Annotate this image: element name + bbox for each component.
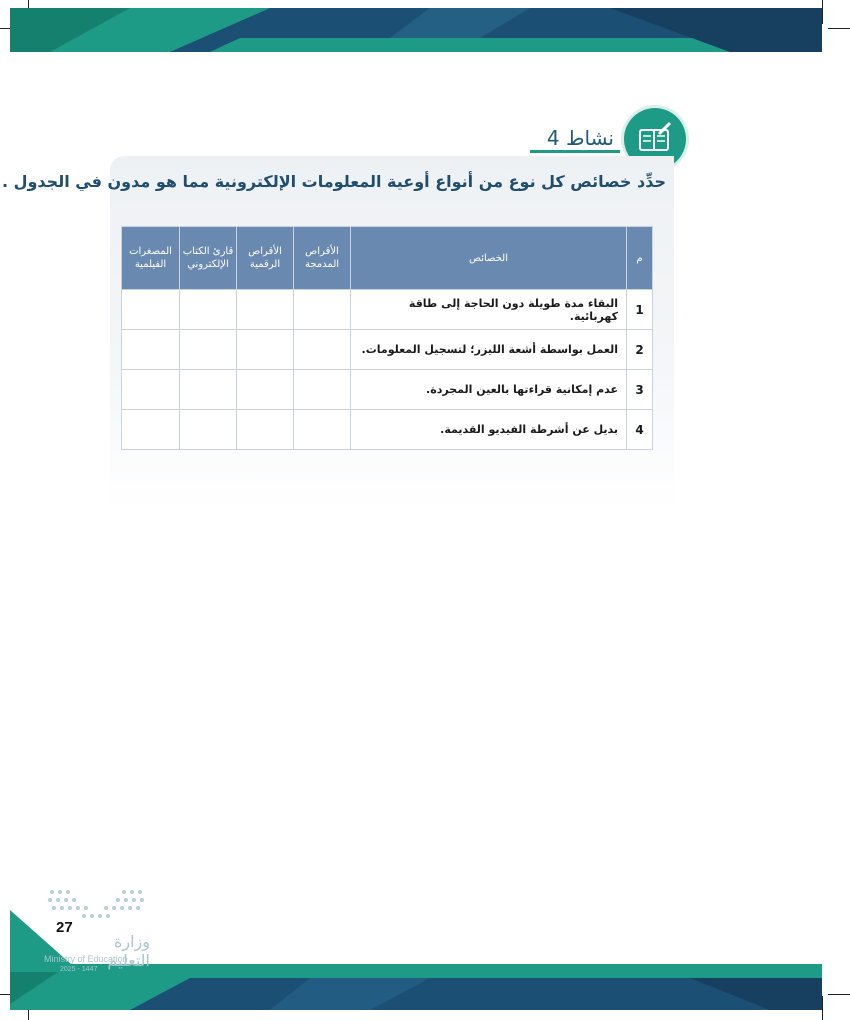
row-property: العمل بواسطة أشعة الليزر؛ لتسجيل المعلومات. (351, 330, 627, 370)
ministry-year: 2025 - 1447 (60, 966, 98, 973)
activity-underline (530, 150, 620, 153)
header-microfilm: المصغرات الفيلمية (122, 227, 180, 290)
answer-cell[interactable] (294, 330, 351, 370)
header-number: م (627, 227, 653, 290)
ministry-logo-icon (44, 888, 148, 922)
row-number: 3 (627, 370, 653, 410)
answer-cell[interactable] (122, 370, 180, 410)
crop-mark (822, 0, 823, 24)
activity-title: نشاط 4 (546, 126, 614, 150)
table-row (122, 370, 653, 410)
activity-instruction: حدِّد خصائص كل نوع من أنواع أوعية المعلومات الإلكترونية مما هو مدون في الجدول . (1, 172, 666, 191)
notebook-pencil-icon (637, 121, 673, 157)
row-property: بديل عن أشرطة الفيديو القديمة. (351, 410, 627, 450)
header-band (10, 8, 822, 52)
table-row (122, 290, 653, 330)
row-number: 4 (627, 410, 653, 450)
answer-cell[interactable] (180, 410, 237, 450)
row-number: 1 (627, 290, 653, 330)
ministry-name-arabic: وزارة التعليم (107, 932, 150, 970)
answer-cell[interactable] (122, 330, 180, 370)
row-property: البقاء مدة طويلة دون الحاجة إلى طاقة كهربائية. (351, 290, 627, 330)
properties-table (121, 226, 653, 450)
header-compact-discs: الأقراص المدمجة (294, 227, 351, 290)
header-properties: الخصائص (351, 227, 627, 290)
answer-cell[interactable] (180, 290, 237, 330)
header-ebook-reader: قارئ الكتاب الإلكتروني (180, 227, 237, 290)
answer-cell[interactable] (294, 410, 351, 450)
ministry-name-english: Ministry of Education (44, 954, 128, 964)
table-row (122, 410, 653, 450)
table-header-row (122, 227, 653, 290)
crop-mark (822, 996, 823, 1020)
crop-mark (828, 28, 850, 29)
answer-cell[interactable] (294, 290, 351, 330)
answer-cell[interactable] (237, 370, 294, 410)
page-number: 27 (56, 919, 73, 936)
answer-cell[interactable] (294, 370, 351, 410)
answer-cell[interactable] (237, 290, 294, 330)
row-number: 2 (627, 330, 653, 370)
crop-mark (828, 994, 850, 995)
answer-cell[interactable] (237, 330, 294, 370)
answer-cell[interactable] (180, 330, 237, 370)
footer-band (10, 964, 822, 1010)
table-row (122, 330, 653, 370)
answer-cell[interactable] (180, 370, 237, 410)
answer-cell[interactable] (122, 410, 180, 450)
row-property: عدم إمكانية قراءتها بالعين المجردة. (351, 370, 627, 410)
header-digital-discs: الأقراص الرقمية (237, 227, 294, 290)
answer-cell[interactable] (122, 290, 180, 330)
answer-cell[interactable] (237, 410, 294, 450)
